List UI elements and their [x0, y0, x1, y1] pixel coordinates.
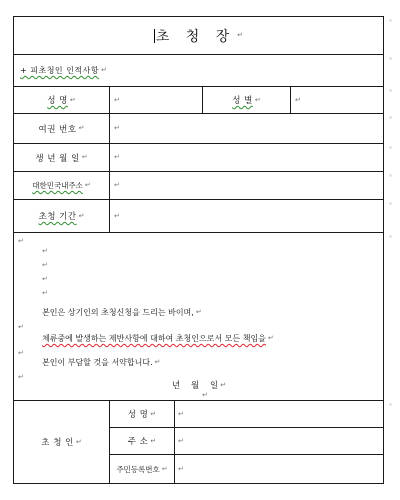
paragraph-mark: ↵ [295, 95, 301, 104]
paragraph-mark: ↵ [267, 334, 274, 342]
korea-address-value-cell[interactable] [109, 172, 383, 199]
birth-label-cell [14, 144, 109, 171]
paragraph-mark: ↵ [101, 66, 107, 74]
paragraph-mark: ↵ [84, 181, 91, 189]
paragraph-mark: ↵ [150, 436, 157, 445]
paragraph-mark: ↵ [195, 308, 202, 316]
row-end-mark: ° [389, 146, 392, 153]
row-end-mark: ° [389, 202, 392, 209]
row-end-mark: ° [389, 403, 392, 410]
birth-row [14, 144, 392, 172]
pledge-text-1[interactable]: 본인은 상기인의 초청신청을 드리는 바이며, [42, 308, 194, 317]
paragraph-mark: ↵ [202, 391, 208, 399]
pledge-text-3[interactable]: 본인이 부담할 것을 서약합니다. [42, 358, 153, 367]
gender-value-cell[interactable] [290, 87, 383, 113]
row-end-mark: ° [389, 174, 392, 181]
passport-label: 여권 번호 [38, 124, 77, 135]
paragraph-mark: ↵ [18, 237, 24, 245]
section-heading-cell [20, 55, 371, 86]
paragraph-mark: ↵ [18, 349, 24, 357]
paragraph-mark: ↵ [114, 181, 120, 189]
passport-label-cell [14, 114, 109, 143]
paragraph-mark: ↵ [42, 289, 48, 297]
korea-address-label-cell [14, 172, 109, 199]
paragraph-mark: ↵ [18, 373, 24, 381]
korea-address-row [14, 172, 392, 200]
row-end-mark: ° [389, 235, 392, 242]
date-line [172, 379, 226, 391]
paragraph-mark: ↵ [114, 153, 120, 161]
name-gender-row [14, 87, 392, 114]
paragraph-mark: ↵ [161, 464, 168, 473]
paragraph-mark: ↵ [75, 437, 82, 446]
name-label-cell [14, 87, 109, 113]
pledge-text-2[interactable]: 체류중에 발생하는 제반사항에 대하여 초청인으로서 모든 책임을 [42, 334, 266, 343]
paragraph-mark: ↵ [69, 95, 76, 104]
paragraph-mark: ↵ [78, 211, 85, 220]
birth-value-cell[interactable] [109, 144, 383, 171]
row-end-mark: ° [389, 19, 392, 26]
inviter-name-value-cell[interactable] [174, 401, 383, 428]
paragraph-mark: ↵ [254, 95, 261, 104]
section-heading-row [14, 55, 392, 87]
title-row [14, 17, 392, 55]
name-label: 성 명 [47, 96, 68, 106]
period-value-cell[interactable] [109, 200, 383, 232]
paragraph-mark: ↵ [42, 275, 48, 283]
inviter-id-value-cell[interactable] [174, 455, 383, 483]
pledge-line-3 [42, 357, 161, 368]
paragraph-mark: ↵ [114, 95, 120, 104]
text-cursor [154, 29, 155, 43]
inviter-address-value-cell[interactable] [174, 428, 383, 455]
row-end-mark: ° [389, 116, 392, 123]
inviter-id-label-cell [109, 455, 174, 483]
row-end-mark: ° [389, 57, 392, 64]
document-title[interactable]: 초 청 장 [155, 28, 236, 45]
date-text[interactable]: 년 월 일 [172, 381, 219, 391]
inviter-address-label: 주 소 [127, 437, 149, 447]
pledge-line-1 [42, 307, 202, 318]
paragraph-mark: ↵ [81, 153, 88, 161]
period-label-cell [14, 200, 109, 232]
paragraph-mark: ↵ [178, 464, 184, 473]
paragraph-mark: ↵ [42, 247, 48, 255]
paragraph-mark: ↵ [18, 323, 24, 331]
name-value-cell[interactable] [109, 87, 202, 113]
paragraph-mark: ↵ [114, 211, 120, 220]
title-cell [14, 17, 383, 54]
gender-label: 성 별 [232, 96, 253, 106]
inviter-label-cell [14, 401, 109, 483]
period-label: 초청 기간 [38, 212, 77, 222]
inviter-block [14, 401, 392, 483]
paragraph-mark: ↵ [42, 261, 48, 269]
invitation-form [13, 16, 392, 484]
inviter-label: 초 청 인 [41, 438, 74, 448]
paragraph-mark: ↵ [178, 436, 184, 445]
row-end-mark: ° [389, 89, 392, 96]
paragraph-mark: ↵ [237, 31, 244, 39]
inviter-address-label-cell [109, 428, 174, 455]
paragraph-mark: ↵ [220, 380, 227, 389]
paragraph-mark: ↵ [114, 124, 120, 132]
inviter-id-label: 주민등록번호 [116, 464, 160, 474]
inviter-name-label: 성 명 [127, 410, 149, 420]
paragraph-mark: ↵ [178, 409, 184, 418]
birth-label: 생 년 월 일 [35, 153, 80, 164]
period-row [14, 200, 392, 233]
korea-address-label: 대한민국내주소 [32, 181, 83, 190]
pledge-line-2 [42, 333, 274, 344]
gender-label-cell [202, 87, 290, 113]
pledge-row [14, 233, 392, 401]
passport-value-cell[interactable] [109, 114, 383, 143]
inviter-name-label-cell [109, 401, 174, 428]
paragraph-mark: ↵ [150, 409, 157, 418]
paragraph-mark: ↵ [154, 358, 161, 366]
paragraph-mark: ↵ [78, 124, 85, 132]
passport-row [14, 114, 392, 144]
section-heading[interactable]: + 피초청인 인적사항 [20, 66, 100, 75]
